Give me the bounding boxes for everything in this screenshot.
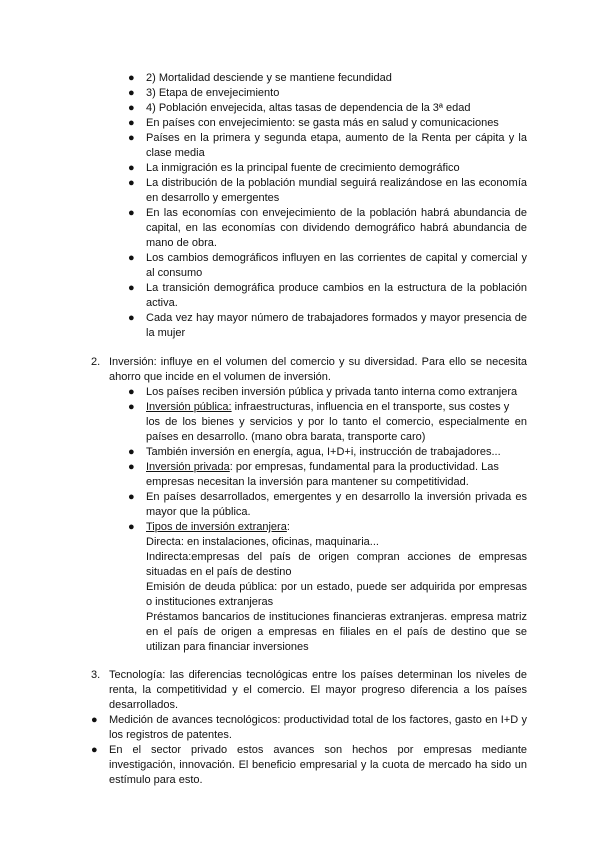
list-item: En países desarrollados, emergentes y en desarrollo la inversión privada es	[146, 491, 527, 503]
bullet-icon: ●	[128, 491, 135, 503]
list-item-continuation: países en desarrollo. (mano obra barata, transporte caro)	[146, 431, 426, 443]
list-item-continuation: activa.	[146, 297, 178, 309]
bullet-icon: ●	[91, 744, 98, 756]
list-item: En las economías con envejecimiento de la población habrá abundancia de	[146, 207, 527, 219]
bullet-icon: ●	[128, 162, 135, 174]
list-item-text: : por empresas, fundamental para la productividad. Las	[229, 461, 499, 473]
list-item: En el sector privado estos avances son hechos por empresas mediante	[109, 744, 527, 756]
bullet-icon: ●	[128, 401, 135, 413]
list-item-text: :	[286, 521, 290, 533]
sub-line: o instituciones extranjeras	[146, 596, 274, 608]
bullet-icon: ●	[128, 252, 135, 264]
sub-line: Directa: en instalaciones, oficinas, maquinaria...	[146, 536, 379, 548]
list-item-continuation: la mujer	[146, 327, 186, 339]
list-item-continuation: estímulo para esto.	[109, 774, 203, 786]
list-item: 2) Mortalidad desciende y se mantiene fecundidad	[146, 72, 392, 84]
list-item: 3) Etapa de envejecimiento	[146, 87, 280, 99]
list-item: Cada vez hay mayor número de trabajadores formados y mayor presencia de	[146, 312, 527, 324]
list-item	[146, 400, 527, 415]
term-inversion-publica: Inversión pública:	[146, 401, 232, 413]
bullet-icon: ●	[128, 461, 135, 473]
list-item-continuation: investigación, innovación. El beneficio empresarial y la cuota de mercado ha sido un	[109, 759, 527, 771]
list-item-continuation: capital, en las economías con dividendo demográfico habrá abundancia de	[146, 222, 527, 234]
sub-line: en el país de origen a empresas en filiales en el país de destino que se	[146, 626, 527, 638]
sub-line: Emisión de deuda pública: por un estado, puede ser adquirida por empresas	[146, 581, 527, 593]
list-item-continuation: mano de obra.	[146, 237, 217, 249]
list-item-continuation: clase media	[146, 147, 205, 159]
bullet-icon: ●	[128, 132, 135, 144]
list-item: La inmigración es la principal fuente de crecimiento demográfico	[146, 162, 460, 174]
list-item-continuation: empresas necesitan la inversión para mantener su competitividad.	[146, 476, 469, 488]
bullet-icon: ●	[128, 87, 135, 99]
sub-line: situadas en el país de destino	[146, 566, 292, 578]
list-item: Los cambios demográficos influyen en las corrientes de capital y comercial y	[146, 252, 527, 264]
bullet-icon: ●	[128, 521, 135, 533]
list-item: Los países reciben inversión pública y privada tanto interna como extranjera	[146, 386, 518, 398]
section-intro: Tecnología: las diferencias tecnológicas entre los países determinan los niveles de	[109, 669, 527, 681]
section-intro-continuation: renta, la competitividad y el comercio. El mayor progreso diferencia a los países	[109, 684, 527, 696]
bullet-icon: ●	[128, 446, 135, 458]
list-item: 4) Población envejecida, altas tasas de dependencia de la 3ª edad	[146, 102, 471, 114]
bullet-icon: ●	[128, 207, 135, 219]
term-tipos-inversion-extranjera: Tipos de inversión extranjera	[146, 521, 287, 533]
bullet-icon: ●	[128, 177, 135, 189]
bullet-icon: ●	[91, 714, 98, 726]
section-number: 3.	[91, 669, 101, 681]
list-item-continuation: los registros de patentes.	[109, 729, 232, 741]
list-item: Países en la primera y segunda etapa, aumento de la Renta per cápita y la	[146, 132, 527, 144]
list-item: La transición demográfica produce cambios en la estructura de la población	[146, 282, 527, 294]
list-item: La distribución de la población mundial seguirá realizándose en las economía	[146, 177, 527, 189]
list-item-continuation: mayor que la pública.	[146, 506, 251, 518]
sub-line: Indirecta:empresas del país de origen compran acciones de empresas	[146, 551, 527, 563]
list-item-continuation: al consumo	[146, 267, 203, 279]
sub-line: utilizan para financiar inversiones	[146, 641, 309, 653]
bullet-icon: ●	[128, 117, 135, 129]
list-item: Medición de avances tecnológicos: productividad total de los factores, gasto en I+D y	[109, 714, 527, 726]
section-intro-continuation: desarrollados.	[109, 699, 179, 711]
bullet-icon: ●	[128, 72, 135, 84]
bullet-icon: ●	[128, 386, 135, 398]
list-item	[146, 520, 290, 535]
list-item-text: infraestructuras, influencia en el transporte, sus costes y	[231, 401, 510, 413]
term-inversion-privada: Inversión privada	[146, 461, 230, 473]
list-item-continuation: los de los bienes y servicios y por lo tanto el comercio, especialmente en	[146, 416, 527, 428]
section-intro-continuation: ahorro que incide en el volumen de inversión.	[109, 371, 331, 383]
bullet-icon: ●	[128, 282, 135, 294]
list-item-continuation: en desarrollo y emergentes	[146, 192, 280, 204]
list-item: En países con envejecimiento: se gasta más en salud y comunicaciones	[146, 117, 499, 129]
sub-line: Préstamos bancarios de instituciones financieras extranjeras. empresa matriz	[146, 611, 527, 623]
section-intro: Inversión: influye en el volumen del comercio y su diversidad. Para ello se necesita	[109, 356, 527, 368]
list-item: También inversión en energía, agua, I+D+i, instrucción de trabajadores...	[146, 446, 501, 458]
bullet-icon: ●	[128, 312, 135, 324]
section-number: 2.	[91, 356, 101, 368]
bullet-icon: ●	[128, 102, 135, 114]
list-item	[146, 460, 499, 475]
